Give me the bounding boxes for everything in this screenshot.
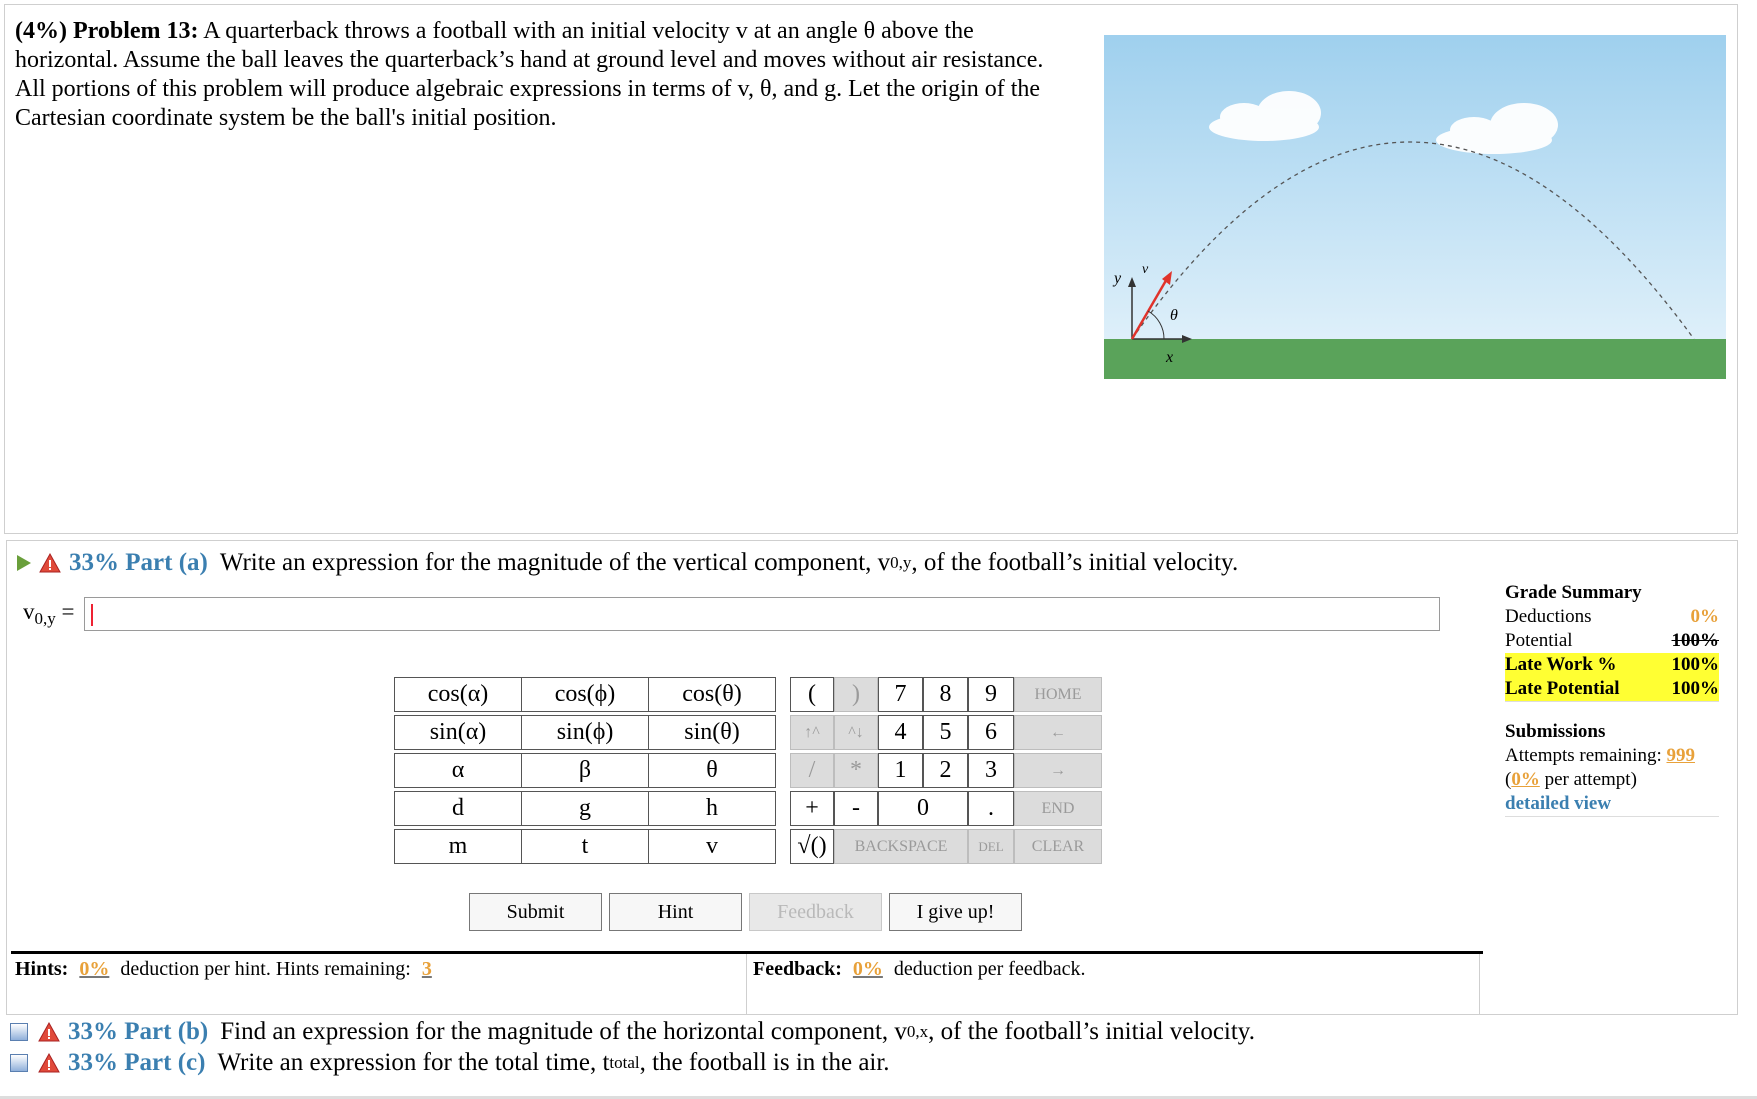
part-c-toggle-icon[interactable] [10,1054,28,1072]
late-potential-value: 100% [1671,678,1719,699]
key-v[interactable]: v [648,829,776,864]
key-decimal[interactable]: . [968,791,1014,826]
key-d[interactable]: d [394,791,522,826]
hint-deduction: 0% [79,958,110,980]
per-attempt-deduction: 0% [1511,769,1540,790]
key-plus[interactable]: + [790,791,834,826]
hints-info: Hints: 0% deduction per hint. Hints remaining: 3 [15,958,438,981]
key-5[interactable]: 5 [923,715,968,750]
part-c-header[interactable]: 33% Part (c) Write an expression for the total time, t total , the football is in the air. [10,1047,1255,1078]
late-work-value: 100% [1671,654,1719,675]
answer-label: $v_{0,y}$ = [23,599,75,628]
key-alpha[interactable]: α [394,753,522,788]
key-minus[interactable]: - [834,791,878,826]
key-sin-alpha[interactable]: sin(α) [394,715,522,750]
grade-summary-title: Grade Summary [1505,582,1642,603]
answer-row [23,597,1440,631]
hint-button[interactable]: Hint [609,893,742,931]
key-g[interactable]: g [521,791,649,826]
key-sqrt[interactable]: √() [790,829,834,864]
expand-arrow-icon[interactable] [17,555,31,571]
key-8[interactable]: 8 [923,677,968,712]
figure-label-theta: θ [1170,307,1178,324]
key-t[interactable]: t [521,829,649,864]
warning-icon [38,1022,60,1042]
problem-panel [4,4,1738,534]
figure-label-x: x [1166,349,1174,366]
key-divide[interactable]: / [790,753,834,788]
key-theta[interactable]: θ [648,753,776,788]
key-multiply[interactable]: * [834,753,878,788]
part-b-toggle-icon[interactable] [10,1023,28,1041]
problem-title: Problem 13: [72,18,199,44]
figure-label-v: v [1142,262,1149,277]
key-end[interactable]: END [1014,791,1102,826]
key-9[interactable]: 9 [968,677,1014,712]
key-4[interactable]: 4 [878,715,923,750]
sky [1104,35,1726,345]
part-a-prompt-end: , of the football’s initial velocity. [911,549,1239,576]
key-del[interactable]: DEL [968,829,1014,864]
other-parts-list [10,1016,1255,1078]
key-1[interactable]: 1 [878,753,923,788]
key-sin-phi[interactable]: sin(ϕ) [521,715,649,750]
trajectory-figure [1104,35,1726,379]
grass [1104,339,1726,379]
warning-icon [39,553,61,573]
key-down-arrow[interactable]: ^↓ [834,715,878,750]
grade-summary: Grade Summary Deductions 0% Potential 100% Late Work % 100% Late Potential 100% Submissions Attempts remaining: 999 (0% per attempt) detailed view [1505,581,1719,817]
give-up-button[interactable]: I give up! [889,893,1022,931]
key-right-arrow[interactable]: → [1014,753,1102,788]
part-a-prompt-sub: 0,y [890,553,912,572]
key-cos-phi[interactable]: cos(ϕ) [521,677,649,712]
key-6[interactable]: 6 [968,715,1014,750]
attempts-remaining: 999 [1666,745,1695,766]
key-open-paren[interactable]: ( [790,677,834,712]
figure-label-y: y [1114,270,1122,287]
key-cos-theta[interactable]: cos(θ) [648,677,776,712]
problem-statement [15,17,1075,133]
part-a-percent: 33% [69,549,119,576]
key-7[interactable]: 7 [878,677,923,712]
key-h[interactable]: h [648,791,776,826]
key-up-arrow[interactable]: ↑^ [790,715,834,750]
key-2[interactable]: 2 [923,753,968,788]
warning-icon [38,1053,60,1073]
key-3[interactable]: 3 [968,753,1014,788]
key-backspace[interactable]: BACKSPACE [834,829,968,864]
key-home[interactable]: HOME [1014,677,1102,712]
problem-weight: (4%) [15,18,67,44]
key-beta[interactable]: β [521,753,649,788]
potential-value: 100% [1671,630,1719,651]
detailed-view-link[interactable]: detailed view [1505,793,1612,814]
key-close-paren[interactable]: ) [834,677,878,712]
part-a-label: Part (a) [125,549,208,576]
part-a-prompt-start: Write an expression for the magnitude of the vertical component, v [219,549,891,576]
feedback-info: Feedback: 0% deduction per feedback. [753,958,1086,980]
hints-feedback-bar [11,951,1483,1014]
submit-button[interactable]: Submit [469,893,602,931]
feedback-button[interactable]: Feedback [749,893,882,931]
feedback-deduction: 0% [852,958,883,980]
key-0[interactable]: 0 [878,791,968,826]
submissions-title: Submissions [1505,721,1606,742]
key-sin-theta[interactable]: sin(θ) [648,715,776,750]
part-a-panel [6,540,1738,1015]
key-cos-alpha[interactable]: cos(α) [394,677,522,712]
key-clear[interactable]: CLEAR [1014,829,1102,864]
hints-remaining: 3 [421,958,432,980]
part-a-header[interactable] [17,549,1238,577]
key-m[interactable]: m [394,829,522,864]
deductions-value: 0% [1690,606,1719,627]
problem-body: A quarterback throws a football with an initial velocity v at an angle θ above the horizontal. Assume the ball leaves the quarterback’s hand at ground level and moves without air resistance. All portions of this problem will produce algebraic expressions in terms of v, θ, and g. Let the origin of the Cartesian coordinate system be the ball's initial position. [15,18,1044,131]
text-caret [91,604,93,626]
key-left-arrow[interactable]: ← [1014,715,1102,750]
part-b-header[interactable]: 33% Part (b) Find an expression for the magnitude of the horizontal component, v 0,x , of the football’s initial velocity. [10,1016,1255,1047]
answer-input[interactable] [84,597,1440,631]
